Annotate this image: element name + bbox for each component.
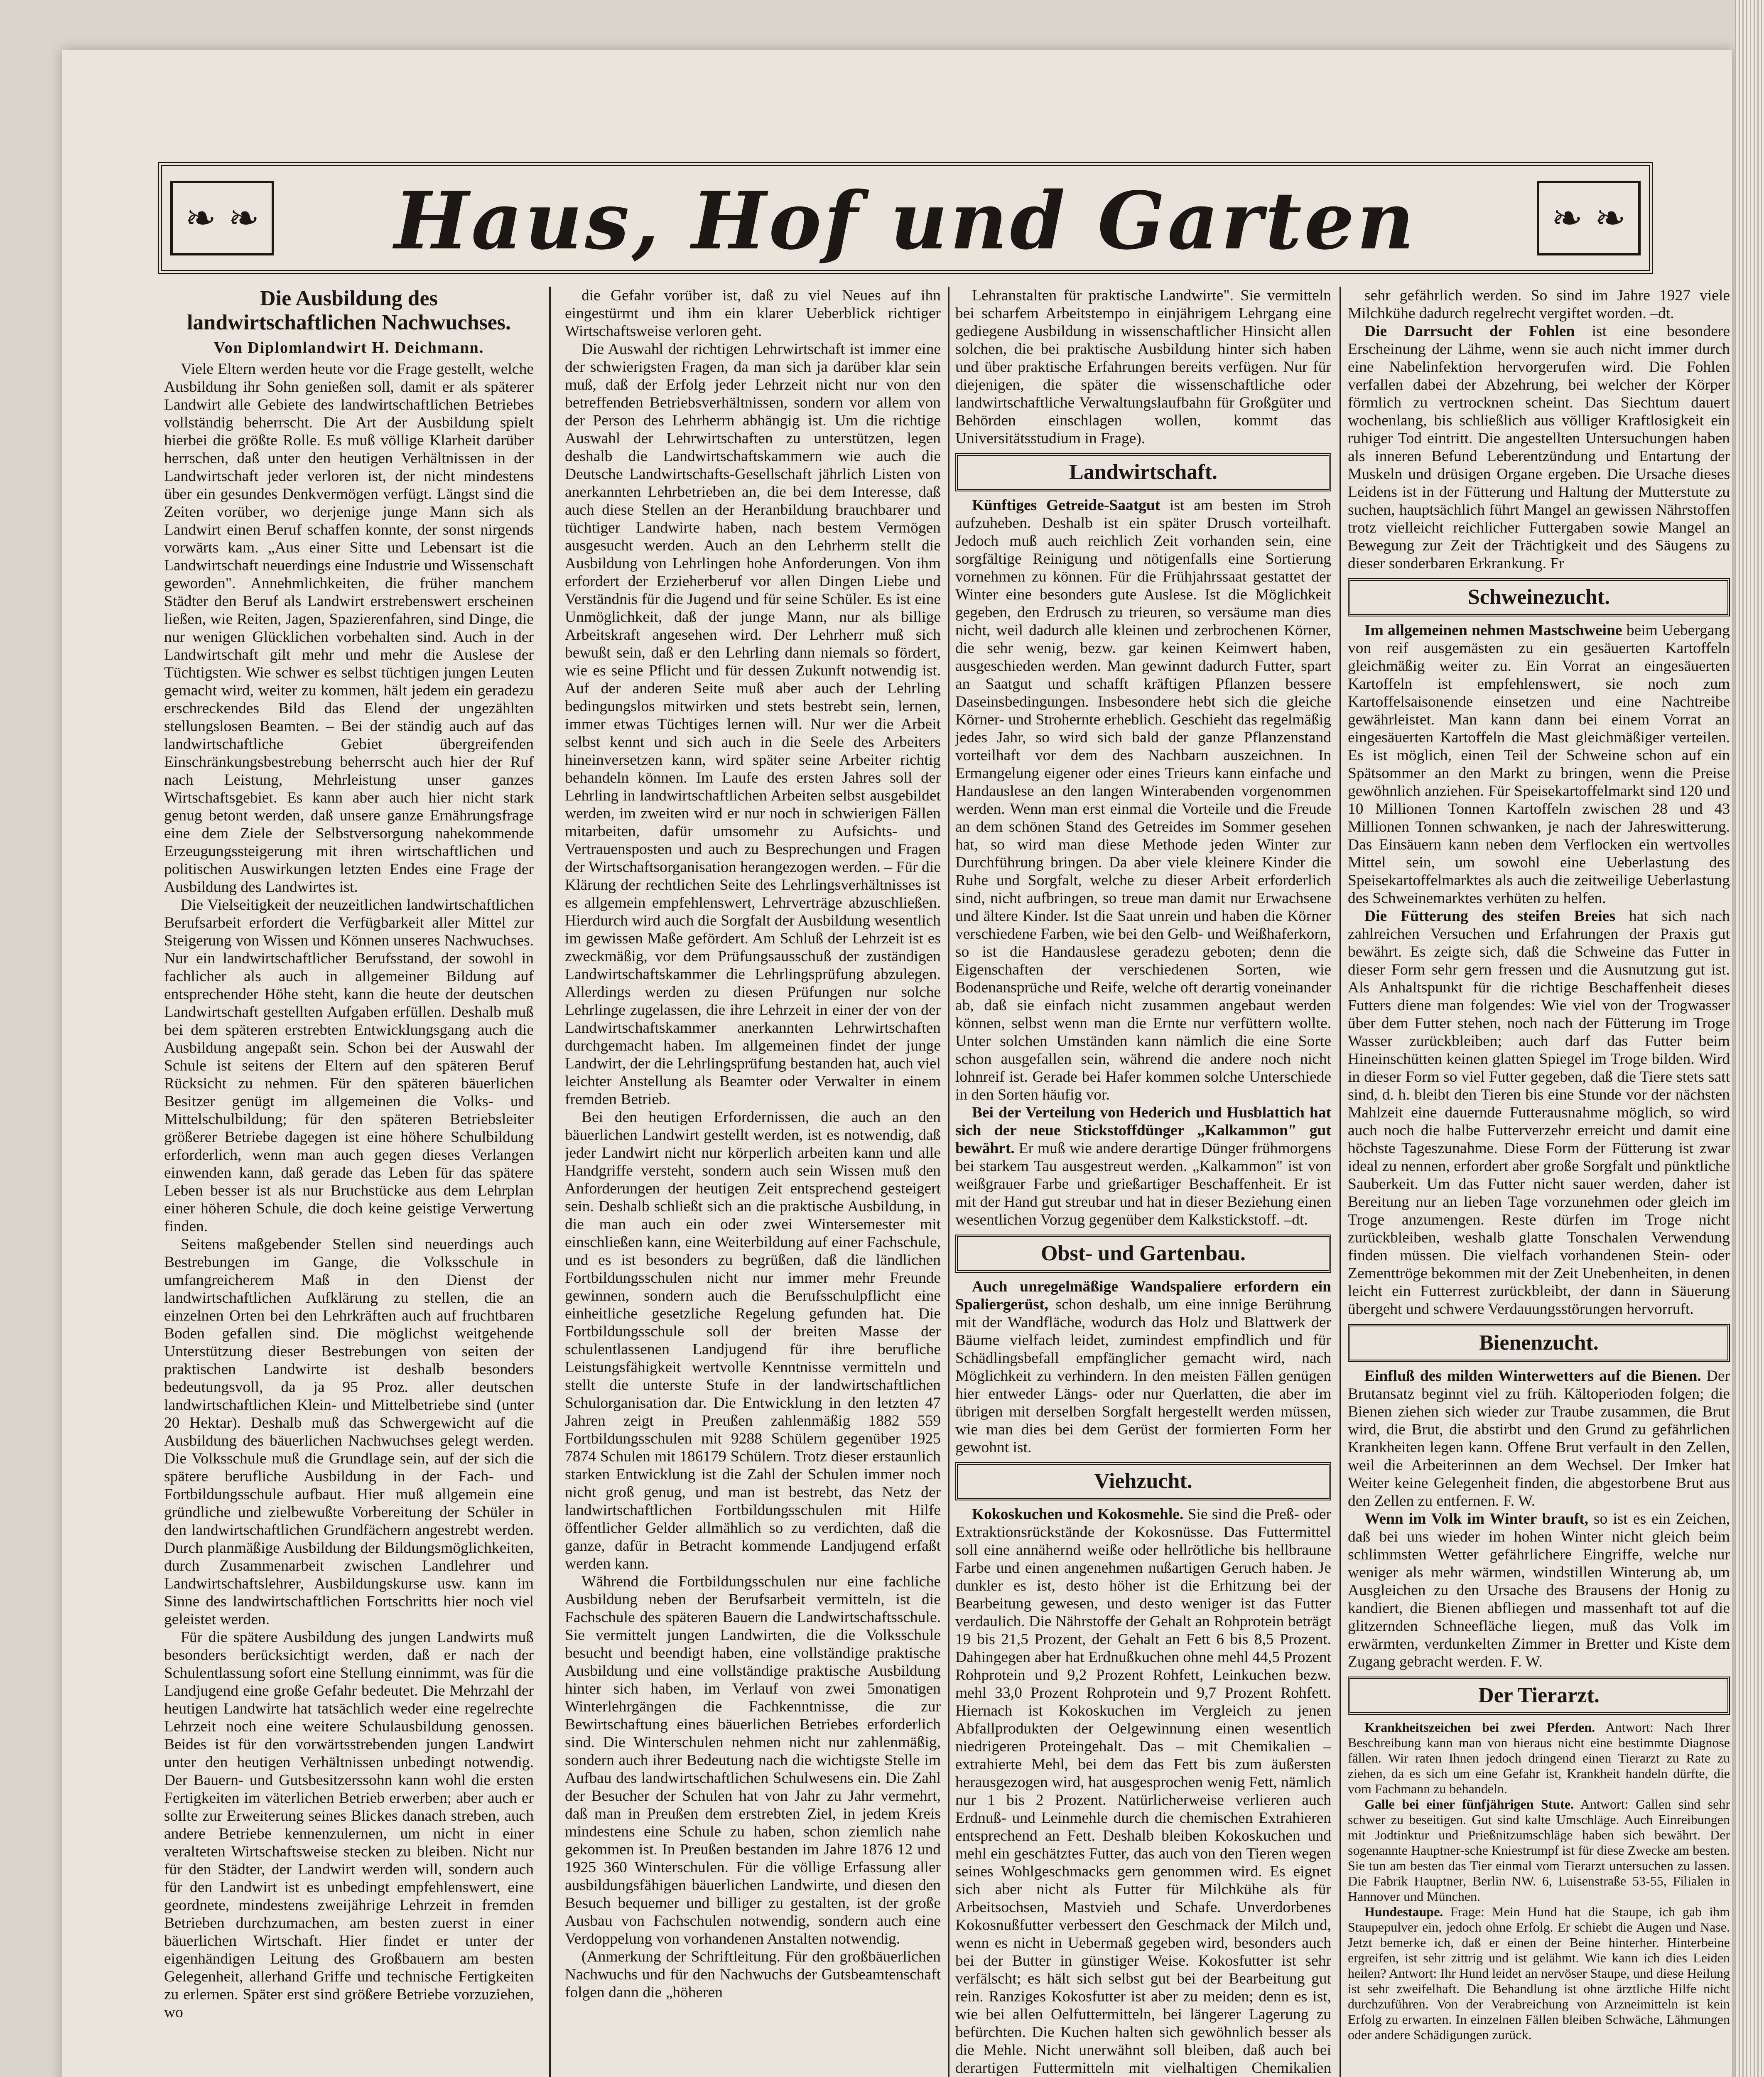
news-item: Im allgemeinen nehmen Mastschweine beim Uebergang von reif ausgemästen zu ein gesäuerten Kartoffeln gleichmäßig weiter zu. Ein Vorrat an eingesäuerten Kartoffeln ist empfehlenswert, sie noch zum Kartoffelsaisonende einsetzen und eine Nachtreibe gewährleistet. Man kann dann bei einem Vorrat an eingesäuerten Kartoffeln die Mast gleichmäßiger verteilen. Es ist möglich, einen Teil der Schweine schon auf ein Spätsommer an den Markt zu bringen, wenn die Preise gewöhnlich anziehen. Für Speisekartoffelmarkt sind 120 und 10 Millionen Tonnen Kartoffeln zwischen 28 und 43 Millionen Tonnen schwanken, je nach der Jahreswitterung. Das Einsäuern kann neben dem Verflocken ein wertvolles Mittel sein, um sowohl eine Ueberlastung des Speisekartoffelmarktes als auch die zeitweilige Ueberlastung des Schweinemarktes verhüten zu helfen. (1348, 622, 1730, 907)
paragraph: Die Auswahl der richtigen Lehrwirtschaft ist immer eine der schwierigsten Fragen, da man sich ja darüber klar sein muß, daß der Erfolg jeder Lehrzeit nicht nur von den betreffenden Betriebsverhältnissen, sondern vor allem von der Person des Lehrherrn abhängig ist. Um die richtige Auswahl der Lehrwirtschaften zu unterstützen, legen deshalb die Landwirtschaftskammern wie auch die Deutsche Landwirtschafts-Gesellschaft jährlich Listen von anerkannten Lehrbetrieben an, die bei dem Interesse, daß auch diese Stellen an der Heranbildung brauchbarer und tüchtiger Landwirte haben, nach bestem Vermögen ausgesucht werden. Auch an den Lehrherrn stellt die Ausbildung von Lehrlingen hohe Anforderungen. Von ihm erfordert der Erzieherberuf vor allen Dingen Liebe und Verständnis für die Jugend und für seine Schüler. Es ist eine Unmöglichkeit, daß der junge Mann, nur als billige Arbeitskraft angesehen wird. Der Lehrherr muß sich bewußt sein, daß er den Lehrling dann niemals so fördert, wie es seine Pflicht und für dessen Zukunft notwendig ist. Auf der anderen Seite muß aber auch der Lehrling bedingungslos mitwirken und stets bestrebt sein, lernen, immer etwas Tüchtiges lernen will. Nur wer die Arbeit selbst kennt und sich auch in die Seele des Arbeiters hineinversetzen kann, wird später seine Arbeiter richtig behandeln können. Im Laufe des ersten Jahres soll der Lehrling in landwirtschaftlichen Arbeiten selbst ausgebildet werden, im zweiten wird er nur noch in schwierigen Fällen mitarbeiten, dafür umsomehr zu Aufsichts- und Vertrauensposten und auch zu Besprechungen und Fragen der Wirtschaftsorganisation herangezogen werden. – Für die Klärung der rechtlichen Seite des Lehrlingsverhältnisses ist es allgemein empfehlenswert, Lehrverträge abzuschließen. Hierdurch wird auch die Sorgfalt der Ausbildung wesentlich im gewissen Maße gefördert. Am Schluß der Lehrzeit ist es zweckmäßig, vor dem Prüfungsausschuß der zuständigen Landwirtschaftskammer die Lehrlingsprüfung abzulegen. Allerdings werden zu diesen Prüfungen nur solche Lehrlinge zugelassen, die ihre Lehrzeit in einer der von der Landwirtschaftskammer anerkannten Lehrwirtschaften durchgemacht haben. Im allgemeinen findet der junge Landwirt, der die Lehrlingsprüfung bestanden hat, auch viel leichter Anstellung als Beamter oder Verwalter in einem fremden Betrieb. (565, 341, 941, 1108)
paragraph: Während die Fortbildungsschulen nur eine fachliche Ausbildung neben der Berufsarbeit vermitteln, ist die Fachschule des späteren Bauern die Landwirtschaftsschule. Sie vermittelt jungen Landwirten, die die Volksschule besucht und beendigt haben, eine vollständige praktische Ausbildung und eine vollständige praktische Ausbildung hinter sich haben, im Verlauf von zwei 5monatigen Winterlehrgängen die Fachkenntnisse, die zur Bewirtschaftung eines bäuerlichen Betriebes erforderlich sind. Die Winterschulen nehmen nicht nur zahlenmäßig, sondern auch ihrer Bedeutung nach die wichtigste Stelle im Aufbau des landwirtschaftlichen Schulwesens ein. Die Zahl der Besucher der Schulen hat von Jahr zu Jahr vermehrt, daß man in Preußen dem erstrebten Ziel, in jedem Kreis mindestens eine Schule zu haben, schon ziemlich nahe gekommen ist. In Preußen bestanden im Jahre 1876 12 und 1925 360 Winterschulen. Für die völlige Erfassung aller ausbildungsfähigen bäuerlichen Landwirte, und diesen den Besuch bequemer und billiger zu gestalten, ist der große Ausbau von Fachschulen notwendig, sondern auch eine Verdoppelung von vorhandenen Anstalten notwendig. (565, 1573, 941, 1947)
news-item: Künftiges Getreide-Saatgut ist am besten im Stroh aufzuheben. Deshalb ist ein später Drusch vorteilhaft. Jedoch muß auch reichlich Zeit vorhanden sein, eine sorgfältige Reinigung und nötigenfalls eine Sortierung vornehmen zu können. Für die Frühjahrssaat gestattet der Winter eine besonders gute Auslese. Ist die Möglichkeit gegeben, den Erdrusch zu trieuren, so versäume man dies nicht, weil dadurch alle kleinen und zerbrochenen Körner, die sehr wenig, bezw. gar keinen Keimwert haben, ausgeschieden werden. Man gewinnt dadurch Futter, spart an Saatgut und schafft kräftigen Pflanzen bessere Daseinsbedingungen. Insbesondere hebt sich die gleiche Körner- und Strohernte erheblich. Geschieht das regelmäßig jedes Jahr, so wird sich bald der ganze Pflanzenstand vorteilhaft vor dem des Nachbarn auszeichnen. In Ermangelung eigener oder eines Trieurs kann einfache und Handauslese an den langen Winterabenden vorgenommen werden. Wenn man erst einmal die Vorteile und die Freude an dem schönen Stand des Getreides im Sommer gesehen hat, so wird man diese Methode jeden Winter zur Durchführung bringen. Da aber viele kleinere Kinder die Ruhe und Sorgfalt, welche zu dieser Arbeit erforderlich sind, nicht aufbringen, so treue man damit nur Erwachsene und ältere Kinder. Ist die Saat unrein und haben die Körner verschiedene Farben, wie bei den Gelb- und Weißhaferkorn, so ist die Handauslese geradezu geboten; denn die Eigenschaften der verschiedenen Sorten, wie Bodenansprüche und Reife, welche oft derartig voneinander ab, daß sie einfach nicht zusammen angebaut werden können, selbst wenn man die Ernte nur verfüttern wollte. Unter solchen Umständen kann nämlich die eine Sorte schon ausgefallen sein, während die andere noch nicht lohnreif ist. Gerade bei Hafer kommen solche Unterschiede in den Sorten häufig vor. (955, 497, 1331, 1103)
ornament-left-icon: ❧ ❧ (170, 181, 274, 255)
news-item: Auch unregelmäßige Wandspaliere erfordern ein Spaliergerüst, schon deshalb, um eine innige Berührung mit der Wandfläche, wodurch das Holz und Blattwerk der Bäume vielfach leidet, zumindest empfindlich und für Schädlingsbefall empfänglicher gemacht wird, nach Möglichkeit zu verhindern. In den meisten Fällen genügen hier entweder Längs- oder nur Querlatten, die aber im übrigen mit derselben Sorgfalt hergestellt werden müssen, wie man dies bei dem Gerüst der formierten Form her gewohnt ist. (955, 1278, 1331, 1456)
paragraph: Die Vielseitigkeit der neuzeitlichen landwirtschaftlichen Berufsarbeit erfordert die Verfügbarkeit aller Mittel zur Steigerung von Wissen und Können unseres Nachwuchses. Nur ein landwirtschaftlicher Berufsstand, der sowohl in fachlicher als auch in allgemeiner Bildung auf entsprechender Höhe steht, kann die heute der deutschen Landwirtschaft gestellten Aufgaben erfüllen. Deshalb muß bei dem späteren erstrebten Entwicklungsgang auch die Ausbildung angepaßt sein. Schon bei der Auswahl der Schule ist seitens der Eltern auf den späteren Beruf Rücksicht zu nehmen. Für den späteren bäuerlichen Besitzer genügt im allgemeinen die Volks- und Mittelschulbildung; für den späteren Betriebsleiter größerer Betriebe dagegen ist eine höhere Schulbildung erforderlich, wenn man auch gegen dieses Verlangen einwenden kann, daß gerade das Leben für das spätere Leben besser ist als nur Bruchstücke aus dem Lehrplan einer höheren Schule, die doch keine geistige Verwertung finden. (164, 896, 534, 1235)
ornament-right-icon: ❧ ❧ (1537, 181, 1641, 255)
paragraph: Seitens maßgebender Stellen sind neuerdings auch Bestrebungen im Gange, die Volksschule in umfangreicherem Maß in den Dienst der landwirtschaftlichen Aufklärung zu stellen, die an einzelnen Orten bei den Lehrkräften auch auf fruchtbaren Boden gefallen sind. Die möglichst weitgehende Unterstützung dieser Bestrebungen von seiten der praktischen Landwirte ist deshalb besonders bedeutungsvoll, da ja 95 Proz. aller deutschen landwirtschaftlichen Klein- und Mittelbetriebe sind (unter 20 Hektar). Deshalb muß das Schwergewicht auf die Ausbildung des bäuerlichen Nachwuchses gelegt werden. Die Volksschule muß die Grundlage sein, auf der sich die spätere berufliche Ausbildung in der Fach- und Fortbildungsschule aufbaut. Hier muß allgemein eine gründliche und zielbewußte Vorbereitung der Schüler in den landwirtschaftlichen Grundfächern angestrebt werden. Durch planmäßige Ausbildung der Bildungsmöglichkeiten, durch Zusammenarbeit zwischen Landlehrer und Landwirtschaftslehrer, Ausbildungskurse usw. kann im Sinne des landwirtschaftlichen Fortschritts hier noch viel geleistet werden. (164, 1236, 534, 1628)
column-3 (955, 287, 1331, 2077)
paragraph: Viele Eltern werden heute vor die Frage gestellt, welche Ausbildung ihr Sohn genießen soll, damit er als späterer Landwirt alle Gebiete des landwirtschaftlichen Betriebes vollständig beherrscht. Die Art der Ausbildung spielt hierbei die größte Rolle. Es muß völlige Klarheit darüber herrschen, daß unter den heutigen Verhältnissen in der Landwirtschaft jeder verloren ist, der nicht mindestens über ein gesundes Denkvermögen verfügt. Längst sind die Zeiten vorüber, wo derjenige junge Mann sich als Landwirt einen Beruf schaffen konnte, der sonst nirgends vorwärts kam. „Aus einer Sitte und Lebensart ist die Landwirtschaft neuerdings eine Industrie und Wissenschaft geworden". Annehmlichkeiten, die früher manchem Städter den Beruf als Landwirt erstrebenswert erscheinen ließen, wie Reiten, Jagen, Spazierenfahren, sind Dinge, die nur wenigen Glücklichen vorbehalten sind. Auch in der Landwirtschaft gilt mehr und mehr die Auslese der Tüchtigsten. Wie schwer es selbst tüchtigen jungen Leuten gemacht wird, weiter zu kommen, hält jedem ein geradezu erschreckendes Bild das Elend der ungezählten stellungslosen Beamten. – Bei der ständig auch auf das landwirtschaftliche Gebiet übergreifenden Einschränkungsbestrebung beherrscht auch hier der Ruf nach Leistung, Mehrleistung unser ganzes Wirtschaftsgebiet. Es kann aber auch hier nicht stark genug betont werden, daß unsere ganze Ernährungsfrage eine dem Ziele der Selbstversorgung nahekommende Erzeugungssteigerung mit ihren wirtschaftlichen und politischen Auswirkungen letzten Endes eine Frage der Ausbildung des Landwirtes ist. (164, 361, 534, 896)
column-2 (565, 287, 941, 2077)
book-binding-edge (1735, 0, 1764, 2077)
section-heading-landwirtschaft: Landwirtschaft. (955, 453, 1331, 491)
page-title: Haus, Hof und Garten (394, 174, 1417, 267)
article-byline: Von Diplomlandwirt H. Deichmann. (213, 339, 484, 356)
column-rule (549, 287, 551, 2077)
paragraph: Lehranstalten für praktische Landwirte". Sie vermitteln bei scharfem Arbeitstempo in einjährigem Lehrgang eine gediegene Ausbildung in wissenschaftlicher Hinsicht allen solchen, die bei praktische Ausbildung hinter sich haben und über praktische Erfahrungen bereits verfügen. Nur für diejenigen, die später die wissenschaftliche oder landwirtschaftliche Verwaltungslaufbahn für Großgüter und Behörden einschlagen wollen, kommt das Universitätsstudium in Frage). (955, 287, 1331, 447)
paragraph: Bei den heutigen Erfordernissen, die auch an den bäuerlichen Landwirt gestellt werden, ist es notwendig, daß jeder Landwirt nicht nur körperlich arbeiten kann und alle Handgriffe versteht, sondern auch sein Wissen muß den Anforderungen der heutigen Zeit entsprechend gesteigert sein. Deshalb schließt sich an die praktische Ausbildung, in die man auch ein oder zwei Wintersemester mit einschließen kann, eine Weiterbildung auf einer Fachschule, und es ist besonders zu begrüßen, daß die ländlichen Fortbildungsschulen nicht nur immer mehr Freunde gewinnen, sondern auch die Berufsschulpflicht eine einheitliche gesetzliche Regelung gefunden hat. Die Fortbildungsschule soll der breiten Masse der schulentlassenen Landjugend für ihre berufliche Leistungsfähigkeit wertvolle Kenntnisse vermitteln und stellt die unterste Stufe in der landwirtschaftlichen Schulorganisation dar. Die Entwicklung in den letzten 47 Jahren zeigt in Preußen zahlenmäßig 1882 559 Fortbildungsschulen mit 9288 Schülern gegenüber 1925 7874 Schulen mit 186179 Schülern. Trotz dieser erstaunlich starken Entwicklung ist die Zahl der Schulen immer noch nicht groß genug, und man ist bestrebt, das Netz der landwirtschaftlichen Fortbildungsschulen mit Hilfe öffentlicher Gelder allmählich so zu verdichten, daß die ganze, dafür in Betracht kommende Landjugend erfaßt werden kann. (565, 1109, 941, 1572)
paragraph: die Gefahr vorüber ist, daß zu viel Neues auf ihn eingestürmt und ihm ein klarer Ueberblick richtiger Wirtschaftsweise verloren geht. (565, 287, 941, 340)
section-heading-obstbau: Obst- und Gartenbau. (955, 1235, 1331, 1273)
news-item: Krankheitszeichen bei zwei Pferden. Antwort: Nach Ihrer Beschreibung kann man von hieraus nicht eine bestimmte Diagnose fällen. Wir raten Ihnen jedoch dringend einen Tierarzt zu Rate zu ziehen, da es sich um eine Gefahr ist, Krankheit handeln dürfte, die vom Fachmann zu behandeln. (1348, 1720, 1730, 1796)
column-rule (948, 287, 949, 2077)
paragraph: (Anmerkung der Schriftleitung. Für den großbäuerlichen Nachwuchs und für den Nachwuchs der Gutsbeamtenschaft folgen dann die „höheren (565, 1948, 941, 2001)
masthead (158, 162, 1653, 274)
paragraph: sehr gefährlich werden. So sind im Jahre 1927 viele Milchkühe dadurch regelrecht vergiftet worden. –dt. (1348, 287, 1730, 322)
news-item: Hundestaupe. Frage: Mein Hund hat die Staupe, ich gab ihm Staupepulver ein, jedoch ohne Erfolg. Er schiebt die Augen und Nase. Jetzt bemerke ich, daß er einen der Beine hinterher. Hinterbeine ergreifen, ist sehr zittrig und ist gelähmt. Wie kann ich dies Leiden heilen? Antwort: Ihr Hund leidet an nervöser Staupe, und diese Heilung ist sehr zweifelhaft. Die Behandlung ist ohne ärztliche Hilfe nicht durchzuführen. Von der Verabreichung von Arzneimitteln ist kein Erfolg zu erwarten. In einzelnen Fällen bleiben Schwäche, Lähmungen oder andere Schädigungen zurück. (1348, 1904, 1730, 2042)
news-item: Die Fütterung des steifen Breies hat sich nach zahlreichen Versuchen und Erfahrungen der Praxis gut bewährt. Es zeigte sich, daß die Schweine das Futter in dieser Form sehr gern fressen und die Ausnutzung gut ist. Als Anhaltspunkt für die richtige Beschaffenheit dieses Futters diene man folgendes: Wie viel von der Trogwasser über dem Futter stehen, noch nach der Fütterung im Troge Wasser zurückbleiben; auch darf das Futter beim Hineinschütten keinen glatten Spiegel im Troge bilden. Wird in dieser Form so viel Futter gegeben, daß die Tiere stets satt sind, d. h. bleibt den Tieren bis eine Stunde vor der nächsten Mahlzeit eine dauernde Futterausnahme möglich, so wird auch noch die halbe Futterverzehr erreicht und damit eine höchste Tageszunahme. Diese Form der Fütterung ist zwar ideal zu nennen, erfordert aber große Sorgfalt und pünktliche Sauberkeit. Um das Futter nicht sauer werden, daher ist Bereitung nur an lieben Tage vorzunehmen oder gleich im Troge anzumengen. Reste dürfen im Troge nicht zurückbleiben, weshalb glatte Tonschalen Verwendung finden müssen. Die vielfach vorhandenen Stein- oder Zementtröge bekommen mit der Zeit Unebenheiten, in denen leicht ein Futterrest zurückbleibt, der dann in Säuerung übergeht und schwere Verdauungsstörungen hervorruft. (1348, 908, 1730, 1318)
column-4 (1348, 287, 1730, 2077)
column-1 (164, 287, 534, 2077)
news-item: Einfluß des milden Winterwetters auf die Bienen. Der Brutansatz beginnt viel zu früh. Kältoperioden folgen; die Bienen ziehen sich wieder zur Traube zusammen, die Brut wird, die Brut, die abstirbt und den Grund zu gefährlichen Krankheiten legen kann. Offene Brut verfault in den Zellen, weil die Arbeiterinnen an dem Wechsel. Der Imker hat Weiter keine Gelegenheit finden, die abgestorbene Brut aus den Zellen zu entfernen. F. W. (1348, 1367, 1730, 1510)
news-item: Die Darrsucht der Fohlen ist eine besondere Erscheinung der Lähme, wenn sie auch nicht immer durch eine Nabelinfektion hervorgerufen wird. Die Fohlen verfallen dabei der Abzehrung, bei welcher der Körper förmlich zu vertrocknen scheint. Das Siechtum dauert wochenlang, bis schließlich aus völliger Kraftlosigkeit ein ruhiger Tod eintritt. Die angestellten Untersuchungen haben als inneren Befund Leberentzündung und Entartung der Muskeln und drüsigen Organe ergeben. Die Ursache dieses Leidens ist in der Fütterung und Haltung der Mutterstute zu suchen, hauptsächlich führt Mangel an gewissen Nährstoffen trotz vielleicht reichlicher Futtergaben sowie Mangel an Bewegung zur Zeit der Trächtigkeit und des Säugens zu dieser sonderbaren Erkrankung. Fr (1348, 323, 1730, 572)
news-item: Bei der Verteilung von Hederich und Husblattich hat sich der neue Stickstoffdünger „Kalkammon" gut bewährt. Er muß wie andere derartige Dünger frühmorgens bei starkem Tau ausgestreut werden. „Kalkammon" ist von weißgrauer Farbe und grießartiger Beschaffenheit. Er ist mit der Hand gut streubar und hat in dieser Beziehung einen wesentlichen Vorzug gegenüber dem Kalkstickstoff. –dt. (955, 1104, 1331, 1228)
section-heading-bienenzucht: Bienenzucht. (1348, 1324, 1730, 1362)
column-rule (1340, 287, 1341, 2077)
section-heading-viehzucht: Viehzucht. (955, 1462, 1331, 1500)
paragraph: Für die spätere Ausbildung des jungen Landwirts muß besonders berücksichtigt werden, daß er nach der Schulentlassung sofort eine Stellung einnimmt, was für die Landjugend eine große Gefahr bedeutet. Die Mehrzahl der heutigen Landwirte hat tatsächlich weder eine regelrechte Lehrzeit noch eine weitere Schulausbildung genossen. Beides ist für den vorwärtsstrebenden jungen Landwirt unter den heutigen Verhältnissen unbedingt notwendig. Der Bauern- und Gutsbesitzerssohn kann wohl die ersten Fertigkeiten im väterlichen Betrieb erwerben; aber auch er sollte zur Erweiterung seines Blickes danach streben, auch andere Betriebe kennenzulernen, um nicht in einer veralteten Wirtschaftsweise stecken zu bleiben. Nicht nur für den Städter, der Landwirt werden will, sondern auch für den Landwirt ist es unbedingt empfehlenswert, eine geordnete, mindestens zweijährige Lehrzeit in fremden Betrieben durchzumachen, am besten zuerst in einer bäuerlichen Wirtschaft. Hier findet er unter der eigenhändigen Leitung des Großbauern am besten Gelegenheit, allerhand Griffe und technische Fertigkeiten zu erlernen. Später erst sind größere Betriebe vorzuziehen, wo (164, 1629, 534, 2021)
section-heading-schweinezucht: Schweinezucht. (1348, 578, 1730, 616)
news-item: Wenn im Volk im Winter brauft, so ist es ein Zeichen, daß bei uns wieder im hohen Winter nicht gleich beim schlimmsten Wetter gefährlichere Eingriffe, welche nur weniger als mehr wärmen, windstillen Winterung ab, um Ausgleichen zu den Ursache des Brausens der Honig zu kandiert, die Bienen abfliegen und massenhaft tot auf die glitzernden Schneefläche liegen, muß das Volk im erwärmten, verdunkelten Zimmer in Bretter und Kiste dem Zugang gebracht werden. F. W. (1348, 1510, 1730, 1670)
news-item: Galle bei einer fünfjährigen Stute. Antwort: Gallen sind sehr schwer zu beseitigen. Gut sind kalte Umschläge. Auch Einreibungen mit Jodtinktur und Prießnitzumschläge haben sich bewährt. Der sogenannte Hauptner-sche Kniestrumpf ist für diese Zwecke am besten. Sie tun am besten das Tier einmal vom Tierarzt untersuchen zu lassen. Die Fabrik Hauptner, Berlin NW. 6, Luisenstraße 53-55, Filialen in Hannover und München. (1348, 1797, 1730, 1904)
news-item: Kokoskuchen und Kokosmehle. Sie sind die Preß- oder Extraktionsrückstände der Kokosnüsse. Das Futtermittel soll eine annähernd weiße oder hellrötliche bis hellbraune Farbe und einen angenehmen nußartigen Geruch haben. Je dunkler es ist, desto höher ist die Erhitzung bei der Bearbeitung gewesen, und desto weniger ist das Futter verdaulich. Die Nährstoffe der Gehalt an Rohprotein beträgt 19 bis 21,5 Prozent, der Gehalt an Fett 6 bis 8,5 Prozent. Dahingegen aber hat Erdnußkuchen ohne mehl 44,5 Prozent Rohprotein und 9,2 Prozent Rohfett, Leinkuchen bezw. mehl 33,0 Prozent Rohprotein und 9,7 Prozent Rohfett. Hiernach ist Kokoskuchen im Vergleich zu jenen Abfallprodukten der Oelgewinnung einen wesentlich niedrigeren Proteingehalt. Das – mit Chemikalien – extrahierte Mehl, bei dem das Fett bis zum äußersten herausgezogen wird, hat ausgesprochen wenig Fett, nämlich nur 1 bis 2 Prozent. Natürlicherweise verlieren auch Erdnuß- und Leinmehle durch die chemischen Extrahieren entsprechend an Fett. Deshalb bleiben Kokoskuchen und mehl ein geschätztes Futter, das auch von den Tieren wegen seines Wohlgeschmacks gern genommen wird. Es eignet sich aber nicht als Futter für Milchkühe als für Arbeitsochsen, Mastvieh und Schafe. Unverdorbenes Kokosnußfutter verbessert den Geschmack der Milch und, wenn es nicht in Uebermaß gegeben wird, besonders auch bei der Butter in günstiger Weise. Kokosfutter ist sehr verfälscht; es hält sich selbst gut bei der Bearbeitung gut rein. Ranziges Kokosfutter ist aber zu meiden; denn es ist, wie bei allen Oelfuttermitteln, bei längerer Lagerung zu befürchten. Die Kuchen halten sich gewöhnlich besser als die Mehle. Nicht unerwähnt soll bleiben, daß auch bei derartigen Futtermitteln mit vielhaltigen Chemikalien (955, 1506, 1331, 2077)
article-headline: Die Ausbildung des landwirtschaftlichen Nachwuchses. (186, 287, 511, 334)
section-heading-tierarzt: Der Tierarzt. (1348, 1677, 1730, 1715)
